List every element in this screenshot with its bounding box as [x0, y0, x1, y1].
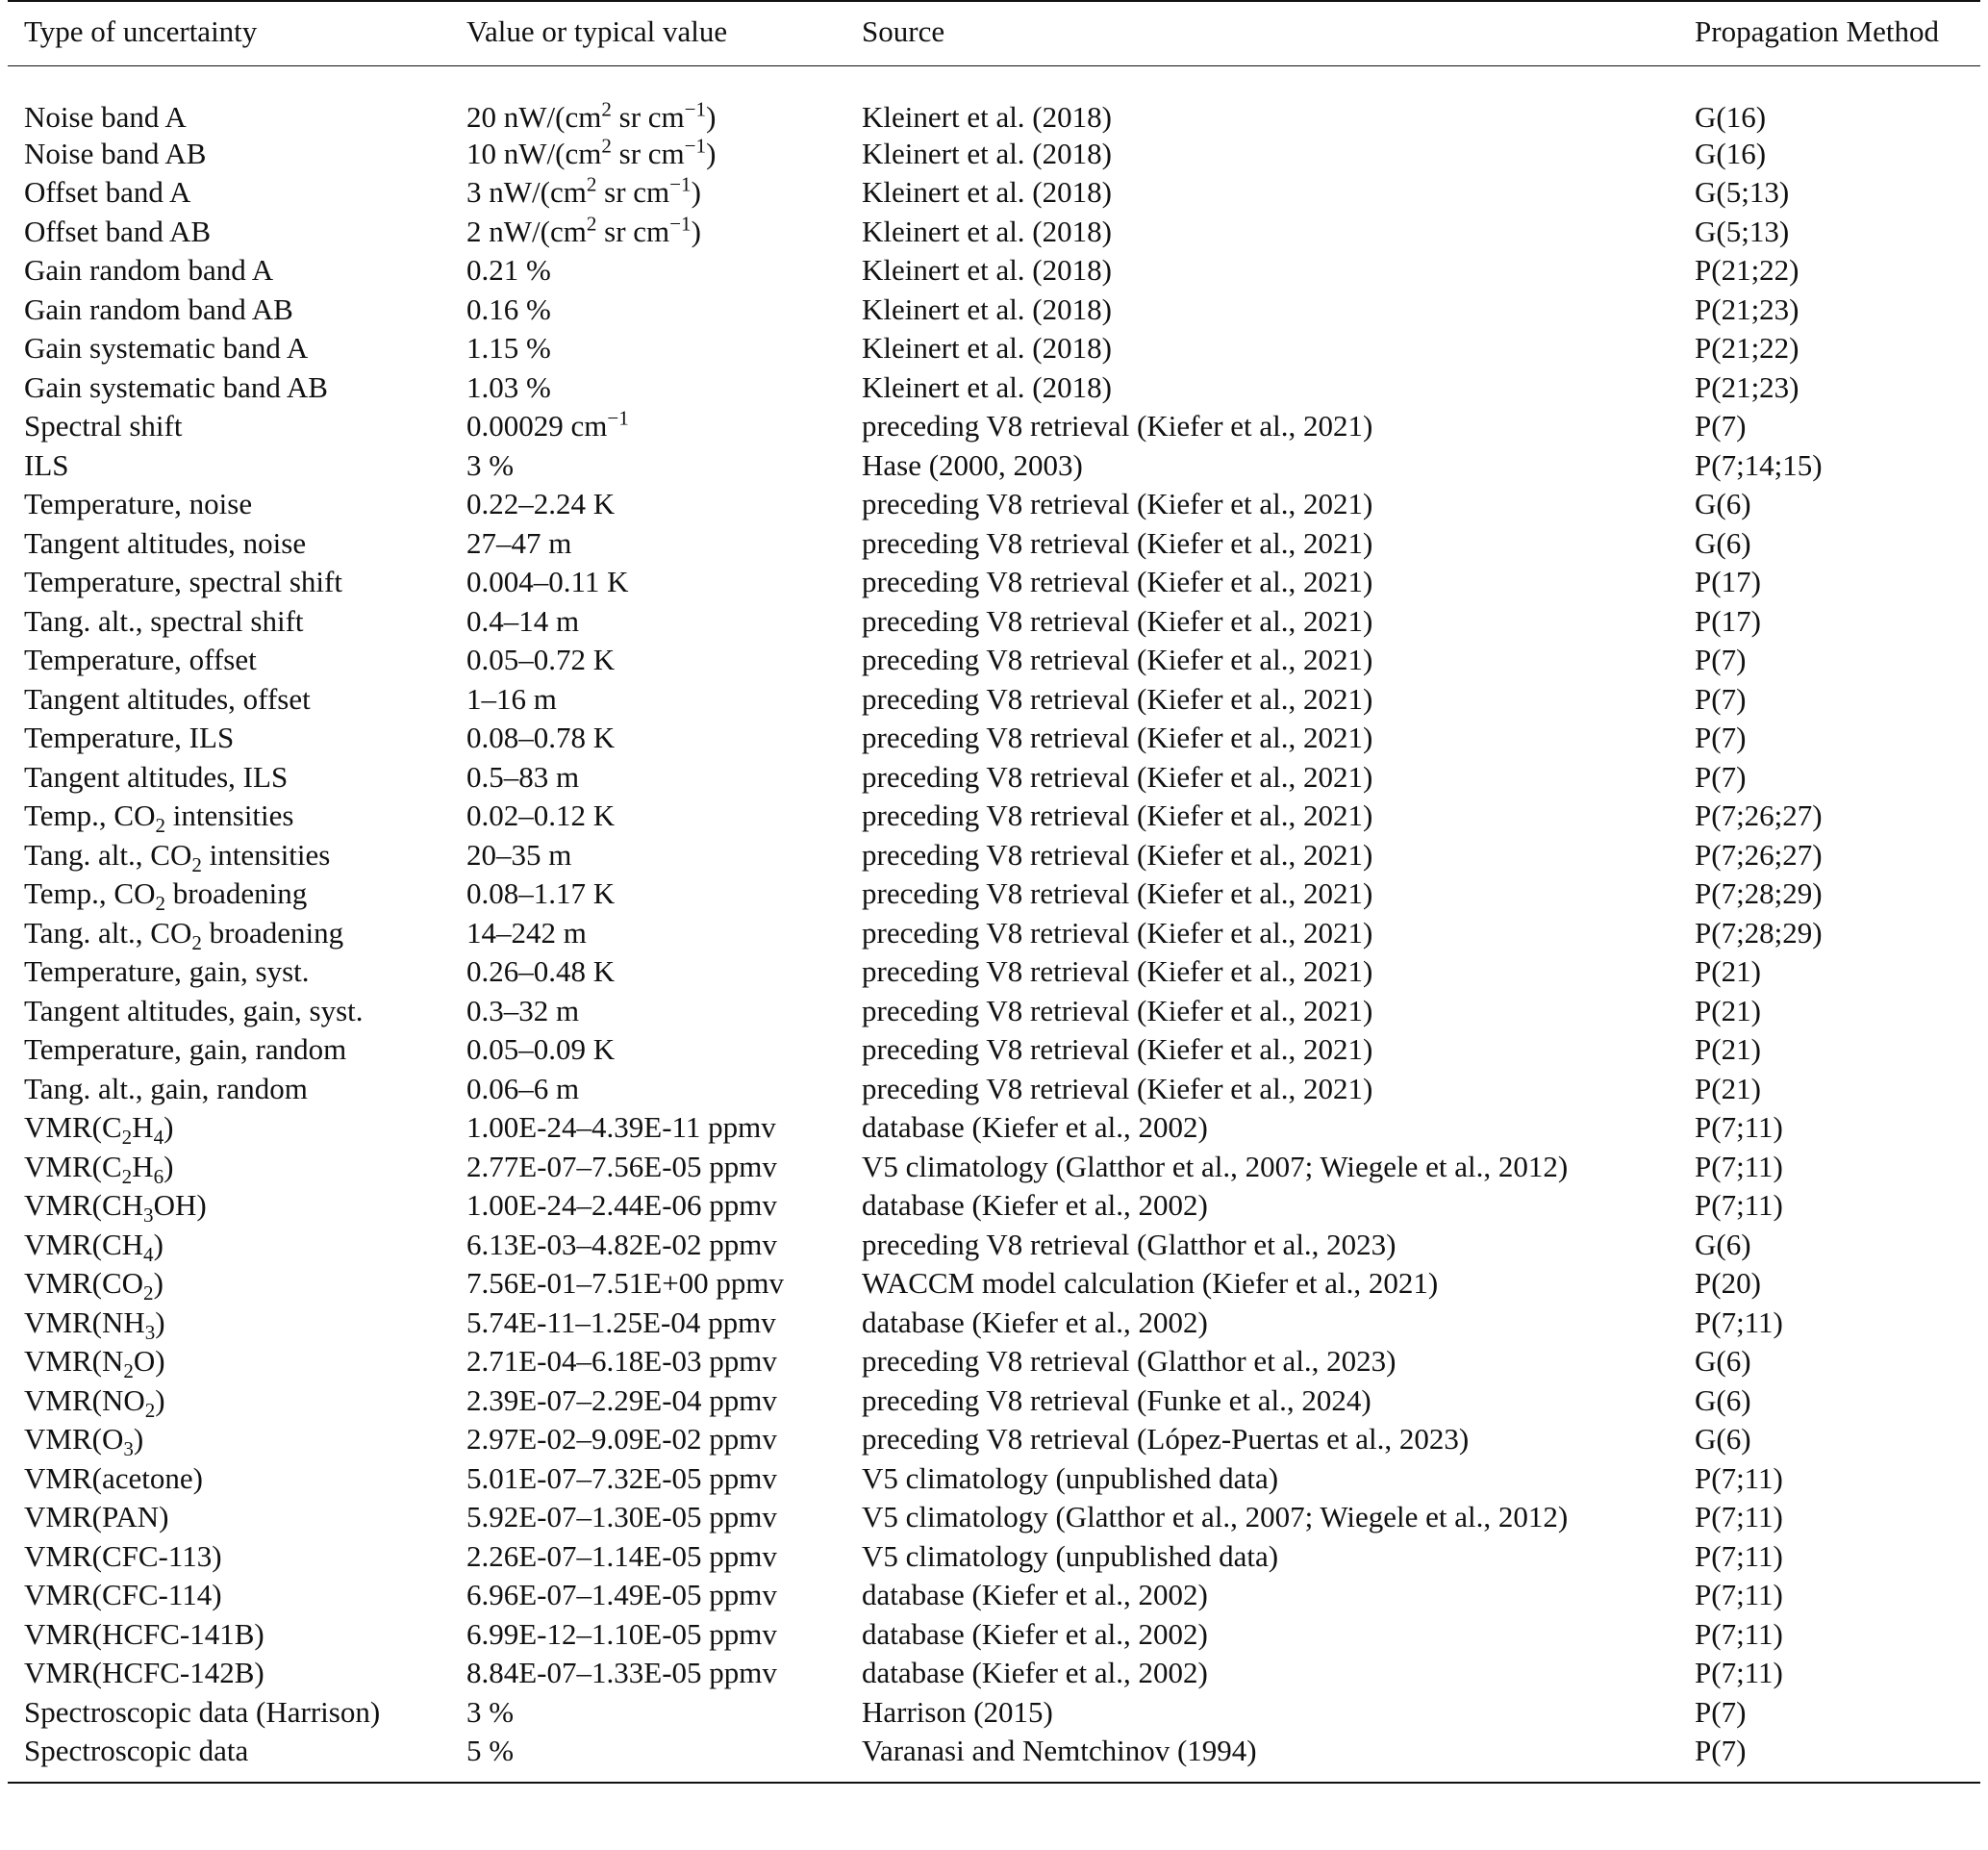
table-row: [8, 329, 1980, 368]
cell-type: Spectral shift: [24, 409, 183, 443]
cell-propagation: P(7): [1695, 1694, 1747, 1729]
cell-propagation: P(7): [1695, 643, 1747, 677]
cell-value: 7.56E-01–7.51E+00 ppmv: [466, 1266, 785, 1301]
cell-type: VMR(HCFC-142B): [24, 1656, 264, 1690]
table-row: [8, 1030, 1980, 1070]
cell-propagation: P(7;28;29): [1695, 915, 1823, 950]
cell-value: 3 %: [466, 447, 515, 482]
cell-source: Harrison (2015): [862, 1694, 1053, 1729]
cell-type: VMR(HCFC-141B): [24, 1616, 264, 1651]
cell-source: Kleinert et al. (2018): [862, 214, 1112, 248]
cell-value: 3 %: [466, 1694, 515, 1729]
table-row: [8, 679, 1980, 719]
cell-type: Tangent altitudes, ILS: [24, 759, 289, 794]
cell-source: database (Kiefer et al., 2002): [862, 1578, 1208, 1612]
cell-value: 2.71E-04–6.18E-03 ppmv: [466, 1344, 777, 1379]
header-type: Type of uncertainty: [24, 14, 258, 48]
cell-propagation: P(7;26;27): [1695, 837, 1823, 872]
table-row: [8, 797, 1980, 836]
table-row: [8, 991, 1980, 1030]
cell-source: V5 climatology (Glatthor et al., 2007; Wiegele et al., 2012): [862, 1149, 1569, 1183]
cell-source: database (Kiefer et al., 2002): [862, 1656, 1208, 1690]
table-row: [8, 1303, 1980, 1342]
cell-value: 5.01E-07–7.32E-05 ppmv: [466, 1460, 777, 1495]
cell-source: preceding V8 retrieval (Glatthor et al., 2023): [862, 1227, 1397, 1261]
cell-type: Offset band AB: [24, 214, 212, 248]
cell-type: Temp., $CO_2$ intensities: [24, 798, 294, 838]
cell-propagation: P(7;11): [1695, 1656, 1783, 1690]
table-row: [8, 835, 1980, 874]
cell-source: preceding V8 retrieval (Kiefer et al., 2021): [862, 409, 1373, 443]
cell-value: 2.97E-02–9.09E-02 ppmv: [466, 1422, 777, 1457]
cell-value: 0.26–0.48 K: [466, 954, 616, 989]
header-source: Source: [862, 14, 945, 48]
cell-source: preceding V8 retrieval (Kiefer et al., 2021): [862, 837, 1373, 872]
cell-propagation: P(7;28;29): [1695, 876, 1823, 911]
cell-source: preceding V8 retrieval (Kiefer et al., 2021): [862, 525, 1373, 560]
cell-propagation: P(21;22): [1695, 331, 1799, 366]
cell-value: 0.22–2.24 K: [466, 487, 616, 521]
cell-propagation: P(7): [1695, 759, 1747, 794]
header-propagation: Propagation Method: [1695, 14, 1939, 48]
cell-source: preceding V8 retrieval (Kiefer et al., 2021): [862, 915, 1373, 950]
cell-type: Tang. alt., gain, random: [24, 1071, 308, 1105]
cell-source: Kleinert et al. (2018): [862, 136, 1112, 170]
table-row: [8, 1264, 1980, 1304]
cell-value: 0.08–1.17 K: [466, 876, 616, 911]
cell-propagation: P(21): [1695, 1032, 1761, 1067]
cell-type: VMR(acetone): [24, 1460, 203, 1495]
cell-type: $VMR(NH_3)$: [24, 1305, 165, 1344]
cell-source: preceding V8 retrieval (Kiefer et al., 2021): [862, 603, 1373, 638]
cell-source: preceding V8 retrieval (Kiefer et al., 2021): [862, 1071, 1373, 1105]
cell-value: 0.21 %: [466, 253, 551, 288]
cell-value: 1.00E-24–4.39E-11 ppmv: [466, 1110, 776, 1145]
cell-type: $VMR(CH_4)$: [24, 1227, 164, 1266]
table-row: [8, 641, 1980, 680]
cell-value: 0.4–14 m: [466, 603, 580, 638]
cell-propagation: P(7;11): [1695, 1149, 1783, 1183]
cell-type: Tangent altitudes, offset: [24, 681, 311, 716]
cell-source: V5 climatology (Glatthor et al., 2007; Wiegele et al., 2012): [862, 1500, 1569, 1534]
cell-type: $VMR(NO_2)$: [24, 1382, 165, 1422]
table-row: [8, 523, 1980, 563]
cell-value: 20 $nW/(cm^2$ sr $cm^{-1}$): [466, 97, 717, 134]
cell-propagation: G(6): [1695, 1344, 1751, 1379]
cell-propagation: P(7;11): [1695, 1188, 1783, 1223]
cell-propagation: P(21;23): [1695, 369, 1799, 404]
cell-propagation: P(7): [1695, 409, 1747, 443]
cell-source: WACCM model calculation (Kiefer et al., 2021): [862, 1266, 1439, 1301]
cell-type: $VMR(C_2H_6)$: [24, 1149, 174, 1188]
cell-value: 0.02–0.12 K: [466, 798, 616, 833]
table-row: [8, 1614, 1980, 1654]
cell-value: 2.77E-07–7.56E-05 ppmv: [466, 1149, 777, 1183]
table-row: [8, 1458, 1980, 1498]
table-row: [8, 134, 1980, 173]
cell-value: 6.13E-03–4.82E-02 ppmv: [466, 1227, 777, 1261]
cell-value: 2.26E-07–1.14E-05 ppmv: [466, 1538, 777, 1573]
cell-value: 0.3–32 m: [466, 993, 580, 1027]
cell-value: 2 $nW/(cm^2$ sr $cm^{-1}$): [466, 212, 701, 248]
cell-propagation: G(6): [1695, 1227, 1751, 1261]
table-row: [8, 1381, 1980, 1420]
cell-value: 8.84E-07–1.33E-05 ppmv: [466, 1656, 777, 1690]
cell-type: Gain systematic band AB: [24, 369, 328, 404]
cell-source: database (Kiefer et al., 2002): [862, 1305, 1208, 1339]
cell-propagation: G(6): [1695, 1382, 1751, 1417]
cell-propagation: P(7;11): [1695, 1110, 1783, 1145]
cell-source: V5 climatology (unpublished data): [862, 1460, 1279, 1495]
cell-type: Gain random band A: [24, 253, 274, 288]
cell-source: database (Kiefer et al., 2002): [862, 1188, 1208, 1223]
cell-type: Gain random band AB: [24, 291, 293, 326]
cell-source: V5 climatology (unpublished data): [862, 1538, 1279, 1573]
cell-type: Gain systematic band A: [24, 331, 309, 366]
cell-type: Tangent altitudes, noise: [24, 525, 307, 560]
cell-source: preceding V8 retrieval (Glatthor et al., 2023): [862, 1344, 1397, 1379]
cell-source: Kleinert et al. (2018): [862, 175, 1112, 210]
cell-source: preceding V8 retrieval (Funke et al., 2024): [862, 1382, 1371, 1417]
table-row: [8, 66, 1980, 135]
table-row: [8, 757, 1980, 797]
cell-type: Tang. alt., $CO_2$ broadening: [24, 915, 344, 954]
table-row: [8, 563, 1980, 602]
cell-type: Temp., $CO_2$ broadening: [24, 876, 308, 916]
table-row: [8, 952, 1980, 992]
cell-type: $VMR(O_3)$: [24, 1422, 144, 1461]
cell-value: 0.16 %: [466, 291, 551, 326]
cell-propagation: G(6): [1695, 1422, 1751, 1457]
cell-propagation: P(21): [1695, 1071, 1761, 1105]
table-row: [8, 251, 1980, 291]
cell-source: Kleinert et al. (2018): [862, 331, 1112, 366]
table-row: [8, 1342, 1980, 1381]
cell-source: preceding V8 retrieval (Kiefer et al., 2021): [862, 876, 1373, 911]
cell-source: Kleinert et al. (2018): [862, 369, 1112, 404]
cell-propagation: P(7): [1695, 1733, 1747, 1767]
cell-source: preceding V8 retrieval (Kiefer et al., 2021): [862, 487, 1373, 521]
cell-value: 6.99E-12–1.10E-05 ppmv: [466, 1616, 777, 1651]
cell-propagation: G(6): [1695, 525, 1751, 560]
cell-propagation: P(7;14;15): [1695, 447, 1823, 482]
table-row: [8, 1147, 1980, 1186]
cell-type: $VMR(C_2H_4)$: [24, 1110, 174, 1150]
table-row: [8, 1536, 1980, 1576]
cell-type: VMR(PAN): [24, 1500, 169, 1534]
uncertainty-table: [8, 0, 1980, 1784]
cell-source: preceding V8 retrieval (Kiefer et al., 2021): [862, 993, 1373, 1027]
table-row: [8, 1069, 1980, 1108]
table-row: [8, 913, 1980, 952]
table-row: [8, 1732, 1980, 1783]
cell-propagation: P(7;11): [1695, 1460, 1783, 1495]
cell-value: 5 %: [466, 1733, 515, 1767]
cell-value: 5.74E-11–1.25E-04 ppmv: [466, 1305, 776, 1339]
cell-propagation: P(7;11): [1695, 1538, 1783, 1573]
cell-value: 10 $nW/(cm^2$ sr $cm^{-1}$): [466, 134, 717, 170]
cell-value: 0.5–83 m: [466, 759, 580, 794]
cell-type: Temperature, ILS: [24, 721, 235, 755]
cell-source: Kleinert et al. (2018): [862, 291, 1112, 326]
table-row: [8, 212, 1980, 251]
cell-type: VMR(CFC-113): [24, 1538, 222, 1573]
cell-value: 0.004–0.11 K: [466, 565, 629, 599]
cell-source: preceding V8 retrieval (López-Puertas et al., 2023): [862, 1422, 1470, 1457]
header-value: Value or typical value: [466, 14, 728, 48]
cell-value: 5.92E-07–1.30E-05 ppmv: [466, 1500, 777, 1534]
cell-value: 1.00E-24–2.44E-06 ppmv: [466, 1188, 777, 1223]
table-row: [8, 367, 1980, 407]
cell-source: preceding V8 retrieval (Kiefer et al., 2021): [862, 954, 1373, 989]
cell-propagation: P(7;11): [1695, 1616, 1783, 1651]
cell-propagation: P(7;26;27): [1695, 798, 1823, 833]
cell-propagation: P(20): [1695, 1266, 1761, 1301]
cell-propagation: G(6): [1695, 487, 1751, 521]
cell-propagation: P(21): [1695, 993, 1761, 1027]
cell-value: 0.05–0.72 K: [466, 643, 616, 677]
cell-type: Offset band A: [24, 175, 191, 210]
cell-source: preceding V8 retrieval (Kiefer et al., 2021): [862, 721, 1373, 755]
cell-type: ILS: [24, 447, 69, 482]
cell-propagation: P(17): [1695, 603, 1761, 638]
cell-value: 1–16 m: [466, 681, 557, 716]
cell-value: 0.05–0.09 K: [466, 1032, 616, 1067]
cell-propagation: P(7;11): [1695, 1500, 1783, 1534]
header-row: [8, 1, 1980, 66]
cell-propagation: P(7): [1695, 681, 1747, 716]
table-row: [8, 173, 1980, 213]
cell-propagation: P(7;11): [1695, 1578, 1783, 1612]
table-row: [8, 1420, 1980, 1459]
cell-source: Varanasi and Nemtchinov (1994): [862, 1733, 1257, 1767]
table-row: [8, 290, 1980, 329]
cell-type: $VMR(CH_3OH)$: [24, 1188, 207, 1228]
cell-propagation: G(16): [1695, 100, 1767, 134]
cell-source: preceding V8 retrieval (Kiefer et al., 2021): [862, 643, 1373, 677]
cell-type: Tang. alt., spectral shift: [24, 603, 304, 638]
table-row: [8, 485, 1980, 524]
cell-source: preceding V8 retrieval (Kiefer et al., 2021): [862, 1032, 1373, 1067]
cell-type: Noise band A: [24, 100, 187, 134]
cell-propagation: P(21;22): [1695, 253, 1799, 288]
cell-type: Temperature, noise: [24, 487, 253, 521]
cell-propagation: P(21;23): [1695, 291, 1799, 326]
cell-value: 20–35 m: [466, 837, 572, 872]
cell-propagation: P(21): [1695, 954, 1761, 989]
cell-type: Temperature, gain, syst.: [24, 954, 310, 989]
cell-type: VMR(CFC-114): [24, 1578, 222, 1612]
cell-propagation: P(7;11): [1695, 1305, 1783, 1339]
cell-type: $VMR(CO_2)$: [24, 1266, 164, 1305]
table-row: [8, 874, 1980, 914]
cell-source: Hase (2000, 2003): [862, 447, 1083, 482]
cell-value: 3 $nW/(cm^2$ sr $cm^{-1}$): [466, 172, 701, 210]
cell-source: database (Kiefer et al., 2002): [862, 1616, 1208, 1651]
table-row: [8, 1186, 1980, 1226]
table-row: [8, 1692, 1980, 1732]
cell-source: preceding V8 retrieval (Kiefer et al., 2021): [862, 681, 1373, 716]
cell-type: Spectroscopic data: [24, 1733, 249, 1767]
table-row: [8, 719, 1980, 758]
cell-value: 0.06–6 m: [466, 1071, 580, 1105]
cell-value: 2.39E-07–2.29E-04 ppmv: [466, 1382, 777, 1417]
cell-type: Tang. alt., $CO_2$ intensities: [24, 837, 331, 876]
table-header: [8, 1, 1980, 66]
cell-source: database (Kiefer et al., 2002): [862, 1110, 1208, 1145]
cell-value: 27–47 m: [466, 525, 572, 560]
table-row: [8, 407, 1980, 446]
cell-type: $VMR(N_2O)$: [24, 1344, 165, 1383]
table-row: [8, 445, 1980, 485]
cell-value: 0.08–0.78 K: [466, 721, 616, 755]
cell-propagation: P(7): [1695, 721, 1747, 755]
cell-source: preceding V8 retrieval (Kiefer et al., 2021): [862, 798, 1373, 833]
cell-source: preceding V8 retrieval (Kiefer et al., 2021): [862, 565, 1373, 599]
cell-value: 0.00029 $cm^{-1}$: [466, 406, 629, 443]
cell-type: Temperature, offset: [24, 643, 257, 677]
cell-type: Noise band AB: [24, 136, 207, 170]
cell-type: Spectroscopic data (Harrison): [24, 1694, 381, 1729]
cell-value: 14–242 m: [466, 915, 587, 950]
cell-value: 1.03 %: [466, 369, 551, 404]
cell-propagation: G(5;13): [1695, 175, 1790, 210]
table-row: [8, 1108, 1980, 1148]
cell-source: Kleinert et al. (2018): [862, 253, 1112, 288]
cell-propagation: G(16): [1695, 136, 1767, 170]
cell-propagation: P(17): [1695, 565, 1761, 599]
table-row: [8, 1654, 1980, 1693]
cell-value: 6.96E-07–1.49E-05 ppmv: [466, 1578, 777, 1612]
table-row: [8, 1225, 1980, 1264]
table-row: [8, 1576, 1980, 1615]
cell-source: Kleinert et al. (2018): [862, 100, 1112, 134]
cell-source: preceding V8 retrieval (Kiefer et al., 2021): [862, 759, 1373, 794]
cell-type: Temperature, gain, random: [24, 1032, 347, 1067]
table-body: [8, 66, 1980, 1783]
cell-value: 1.15 %: [466, 331, 551, 366]
table-row: [8, 601, 1980, 641]
table-row: [8, 1498, 1980, 1537]
cell-propagation: G(5;13): [1695, 214, 1790, 248]
cell-type: Tangent altitudes, gain, syst.: [24, 993, 364, 1027]
cell-type: Temperature, spectral shift: [24, 565, 342, 599]
